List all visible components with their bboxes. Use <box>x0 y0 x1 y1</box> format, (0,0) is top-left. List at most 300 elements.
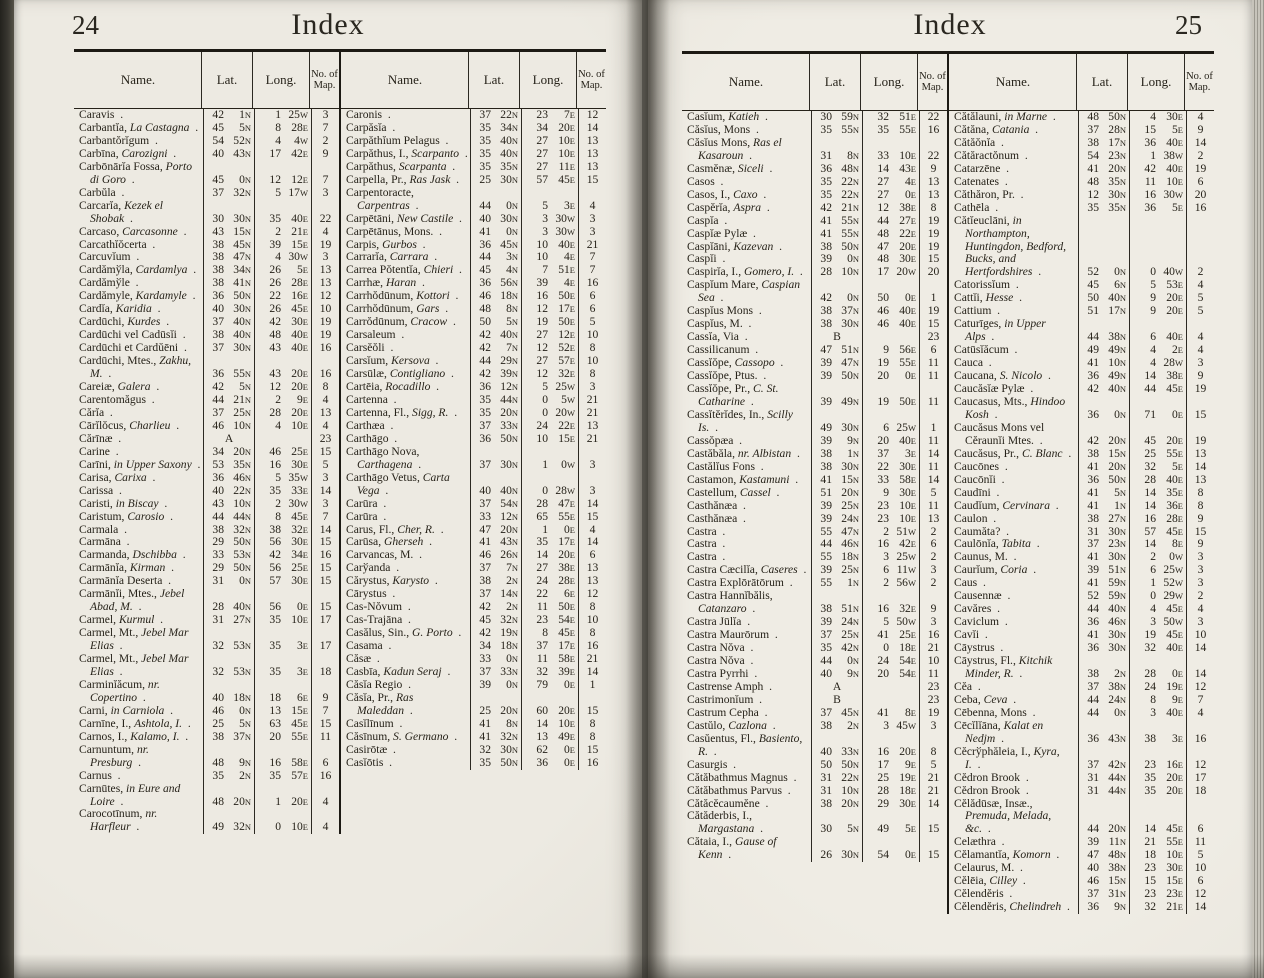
entry-modern-name: in Northampton, Huntingdon, Bedford, Bucks, and Hertfordshires <box>965 213 1067 279</box>
entry-map-number: 7 <box>311 122 339 135</box>
entry-map-number: 4 <box>578 187 606 213</box>
entry-map-number: 3 <box>578 472 606 498</box>
index-row <box>341 226 606 239</box>
index-row <box>682 720 947 733</box>
hemisphere-letter: E <box>569 757 575 768</box>
entry-lon: 79 0E <box>521 679 578 692</box>
hemisphere-letter: E <box>569 148 575 159</box>
entry-lat: 25 30N <box>470 174 521 187</box>
entry-name: Caspĭus, M. . <box>682 318 811 331</box>
index-row <box>682 202 947 215</box>
hemisphere-letter: E <box>569 433 575 444</box>
entry-map-number: 8 <box>578 342 606 355</box>
entry-name: Carrhŏdūnum, Gars . <box>341 303 470 316</box>
entry-modern-name: Kitchik Minder, R. <box>965 654 1053 680</box>
entry-map-number: 5 <box>1186 305 1214 318</box>
entry-map-number: 21 <box>578 394 606 407</box>
entry-lat: 41 5N <box>1078 487 1129 500</box>
entry-name: Carūra . <box>341 498 470 511</box>
index-row <box>74 627 339 653</box>
entry-lon: 9 30E <box>862 487 919 500</box>
hemisphere-letter: N <box>511 407 518 418</box>
entry-lon: 56 30E <box>254 536 311 549</box>
entry-lon: 65 55E <box>521 511 578 524</box>
hemisphere-letter: N <box>1119 280 1126 291</box>
hemisphere-letter: N <box>511 550 518 561</box>
entry-map-number: 16 <box>311 355 339 381</box>
entry-map-number: 3 <box>578 381 606 394</box>
hemisphere-letter: E <box>569 200 575 211</box>
hemisphere-letter: E <box>1177 332 1183 343</box>
hemisphere-letter: E <box>1177 539 1183 550</box>
entry-lon: 11 58E <box>521 653 578 666</box>
hemisphere-letter: E <box>1177 461 1183 472</box>
hemisphere-letter: N <box>511 213 518 224</box>
hemisphere-letter: N <box>1119 850 1126 861</box>
entry-lon: 11 50E <box>521 601 578 614</box>
entry-name: Carcathĭŏcerta . <box>74 239 203 252</box>
entry-lat: 33 12N <box>470 511 521 524</box>
entry-lat: 41 43N <box>470 536 521 549</box>
entry-map-number: 15 <box>311 562 339 575</box>
entry-map-number: 14 <box>311 524 339 537</box>
entry-lat: 44 0N <box>470 187 521 213</box>
entry-lon: 39 15E <box>254 239 311 252</box>
hemisphere-letter: N <box>1119 513 1126 524</box>
entry-modern-name: Cilley <box>989 874 1018 888</box>
entry-lon: 35 20E <box>1129 785 1186 798</box>
entry-lon: 23 23E <box>1129 888 1186 901</box>
hemisphere-letter: E <box>569 498 575 509</box>
column-header-name: Name. <box>387 72 423 87</box>
hemisphere-letter: E <box>910 228 916 239</box>
entry-lat: 36 0N <box>1078 396 1129 422</box>
entry-lat: 45 32N <box>470 614 521 627</box>
index-row <box>682 836 947 862</box>
hemisphere-letter: E <box>910 850 916 861</box>
hemisphere-letter: N <box>244 343 251 354</box>
entry-lat: 39 47N <box>811 357 862 370</box>
entry-lon: 32 21E <box>1129 901 1186 914</box>
entry-name: Castălĭus Fons . <box>682 461 811 474</box>
entry-lat: 49 32N <box>203 808 254 834</box>
hemisphere-letter: N <box>511 589 518 600</box>
entry-map-number: 13 <box>311 407 339 420</box>
entry-lat: 26 30N <box>811 836 862 862</box>
entry-modern-name: nr. Presburg <box>90 742 149 769</box>
entry-lat: 39 25N <box>811 500 862 513</box>
index-row <box>682 163 947 176</box>
entry-map-number: 10 <box>311 303 339 316</box>
entry-map-number: 8 <box>578 627 606 640</box>
entry-map-number: 7 <box>1186 694 1214 707</box>
entry-lon: 35 33E <box>254 485 311 498</box>
entry-map-number: 14 <box>578 498 606 511</box>
index-row <box>74 485 339 498</box>
entry-name: Carmānĭi, Mtes., Jebel Abad, M. . <box>74 588 203 614</box>
hemisphere-letter: N <box>852 345 859 356</box>
hemisphere-letter: N <box>852 578 859 589</box>
entry-map-number: 14 <box>311 485 339 498</box>
hemisphere-letter: N <box>244 148 251 159</box>
entry-modern-name: Cervinara <box>1002 498 1050 512</box>
entry-lat: 46 0N <box>203 705 254 718</box>
entry-lon: 17 20W <box>862 266 919 279</box>
index-row <box>949 513 1214 526</box>
hemisphere-letter: N <box>244 382 251 393</box>
entry-lon: 17 9E <box>862 759 919 772</box>
entry-name: Cĕdron Brook . <box>949 772 1078 785</box>
entry-name: Cătăderbis, I., Margastana . <box>682 810 811 836</box>
entry-lon: 35 3E <box>254 653 311 679</box>
entry-lon: 57 45E <box>521 174 578 187</box>
hemisphere-letter: N <box>852 422 859 433</box>
entry-name: Cassilicanum . <box>682 344 811 357</box>
entry-map-number: 21 <box>919 785 947 798</box>
entry-map-number: 12 <box>1186 746 1214 772</box>
hemisphere-letter: E <box>569 615 575 626</box>
entry-map-number: 19 <box>311 316 339 329</box>
entry-name: Cassĭŏpe, Ptus. . <box>682 370 811 383</box>
hemisphere-letter: N <box>852 513 859 524</box>
entry-modern-name: Cassopo <box>734 356 775 370</box>
index-row <box>949 500 1214 513</box>
entry-map-number: 2 <box>1186 215 1214 280</box>
index-table <box>947 54 1214 914</box>
entry-modern-name: Kyra, I. <box>965 744 1060 771</box>
hemisphere-letter: N <box>511 459 518 470</box>
entry-lat: 37 38N <box>1078 681 1129 694</box>
entry-lat: 35 2N <box>203 770 254 783</box>
book-spine-edge <box>0 0 14 978</box>
hemisphere-letter: N <box>1119 176 1126 187</box>
entry-map-number: 5 <box>578 316 606 329</box>
entry-lat: 37 25N <box>203 407 254 420</box>
hemisphere-letter: N <box>1119 526 1126 537</box>
hemisphere-letter: N <box>244 407 251 418</box>
entry-lat: 42 40N <box>470 329 521 342</box>
entry-name: Cartenna, Fl., Sigg, R. . <box>341 407 470 420</box>
entry-lon: 3 45W <box>862 720 919 733</box>
entry-modern-name: Catania <box>992 122 1030 136</box>
entry-lon: 12 52E <box>521 342 578 355</box>
hemisphere-letter: E <box>302 265 308 276</box>
entry-lat: 42 0N <box>811 279 862 305</box>
entry-lon: 46 40E <box>862 318 919 331</box>
index-row <box>949 189 1214 202</box>
entry-name: Cătĭeuclāni, in Northampton, Huntingdon, Bedford, Bucks, and Hertfordshires . <box>949 215 1078 280</box>
entry-lat: 33 53N <box>203 549 254 562</box>
entry-lat <box>203 433 254 446</box>
hemisphere-letter: N <box>1119 681 1126 692</box>
hemisphere-letter: N <box>1119 902 1126 913</box>
entry-lon: 2 21E <box>254 226 311 239</box>
column-header-map: No. of Map. <box>1184 54 1214 110</box>
entry-lon: 46 25E <box>254 446 311 459</box>
entry-map-number: 6 <box>578 303 606 316</box>
hemisphere-letter: W <box>1174 578 1183 589</box>
entry-lon: 13 15E <box>254 705 311 718</box>
hemisphere-letter: W <box>566 394 575 405</box>
entry-lon: 37 17E <box>521 640 578 653</box>
hemisphere-letter: E <box>1177 668 1183 679</box>
index-row <box>341 148 606 161</box>
entry-lon: 9 56E <box>862 344 919 357</box>
hemisphere-letter: N <box>244 187 251 198</box>
entry-lon: 14 8E <box>1129 538 1186 551</box>
entry-map-number: 5 <box>919 759 947 772</box>
entry-modern-name: Caseres <box>760 563 798 577</box>
hemisphere-letter: E <box>302 705 308 716</box>
hemisphere-letter: N <box>244 576 251 587</box>
entry-lon: 43 40E <box>254 342 311 355</box>
entry-lon: 3 30W <box>521 226 578 239</box>
entry-lon: 0 18E <box>862 642 919 655</box>
map-reference-letter: B <box>833 692 841 706</box>
hemisphere-letter: E <box>302 757 308 768</box>
entry-name: Careiæ, Galera . <box>74 381 203 394</box>
entry-name: Casbīa, Kadun Seraj . <box>341 666 470 679</box>
hemisphere-letter: N <box>511 356 518 367</box>
hemisphere-letter: E <box>302 446 308 457</box>
entry-modern-name: Cazlona <box>728 718 767 732</box>
column-header-lon: Long. <box>860 54 917 110</box>
hemisphere-letter: E <box>1177 643 1183 654</box>
entry-name: Caspĭāni, Kazevan . <box>682 241 811 254</box>
table-header-row <box>682 54 947 111</box>
hemisphere-letter: N <box>244 511 251 522</box>
entry-modern-name: New Castile <box>396 211 454 225</box>
hemisphere-letter: E <box>1177 902 1183 913</box>
entry-lat: 30 5N <box>811 810 862 836</box>
entry-name: Cardūchi, Kurdes . <box>74 316 203 329</box>
hemisphere-letter: N <box>511 524 518 535</box>
index-row <box>949 215 1214 280</box>
entry-name: Carrea Pŏtentĭa, Chieri . <box>341 264 470 277</box>
entry-name: Carsūlæ, Contigliano . <box>341 368 470 381</box>
entry-lon: 1 0E <box>521 524 578 537</box>
hemisphere-letter: N <box>1119 435 1126 446</box>
hemisphere-letter: E <box>569 744 575 755</box>
index-row <box>682 137 947 163</box>
entry-name: Carus, Fl., Cher, R. . <box>341 524 470 537</box>
entry-map-number: 13 <box>919 176 947 189</box>
entry-lon: 33 58E <box>862 474 919 487</box>
entry-name: Carisa, Carixa . <box>74 472 203 485</box>
index-row <box>682 448 947 461</box>
index-row <box>341 433 606 446</box>
entry-lon: 35 10E <box>254 614 311 627</box>
hemisphere-letter: N <box>244 265 251 276</box>
running-title: Index <box>291 8 365 41</box>
entry-lon: 23 10E <box>862 500 919 513</box>
entry-name: Carsaleum . <box>341 329 470 342</box>
entry-name: Carmel, Mt., Jebel Mar Elias . <box>74 627 203 653</box>
entry-lat: 37 32N <box>203 187 254 200</box>
entry-lat: 37 23N <box>1078 538 1129 551</box>
entry-map-number: 15 <box>578 511 606 524</box>
hemisphere-letter: N <box>511 239 518 250</box>
entry-name: Carissa . <box>74 485 203 498</box>
entry-lat: 45 0N <box>203 161 254 187</box>
entry-lon: 4 30W <box>254 251 311 264</box>
hemisphere-letter: N <box>1119 124 1126 135</box>
hemisphere-letter: E <box>302 148 308 159</box>
entry-map-number: 13 <box>578 575 606 588</box>
index-row <box>682 383 947 409</box>
table-header-row <box>949 54 1214 111</box>
index-row <box>949 461 1214 474</box>
hemisphere-letter: W <box>1174 617 1183 628</box>
entry-name: Causennæ . <box>949 590 1078 603</box>
entry-modern-name: Carozigni <box>121 146 168 160</box>
entry-name: Carўanda . <box>341 562 470 575</box>
entry-lon: 12 32E <box>521 368 578 381</box>
hemisphere-letter: W <box>566 226 575 237</box>
entry-name: Carpăthus, I., Scarpanto . <box>341 148 470 161</box>
entry-modern-name: Kazevan <box>733 239 774 253</box>
entry-lat: 28 10N <box>811 266 862 279</box>
entry-name: Cĕdron Brook . <box>949 785 1078 798</box>
entry-lon: 32 5E <box>1129 461 1186 474</box>
entry-lon: 3 30W <box>521 213 578 226</box>
entry-lon: 2 56W <box>862 577 919 590</box>
entry-map-number: 1 <box>919 409 947 435</box>
hemisphere-letter: N <box>511 731 518 742</box>
entry-name: Carbantŏrĭgum . <box>74 135 203 148</box>
entry-modern-name: Kardamyle <box>135 289 187 303</box>
entry-lon: 8 28E <box>254 122 311 135</box>
entry-map-number: 13 <box>578 161 606 174</box>
entry-lon: 26 45E <box>254 303 311 316</box>
hemisphere-letter: E <box>910 668 916 679</box>
entry-name: Carthāgo Vetus, Carta Vega . <box>341 472 470 498</box>
entry-lat: 30 30N <box>203 200 254 226</box>
entry-lon: 10 40E <box>521 239 578 252</box>
entry-map-number: 4 <box>311 226 339 239</box>
hemisphere-letter: N <box>511 744 518 755</box>
index-row <box>74 135 339 148</box>
entry-name: Carpentoracte, Carpentras . <box>341 187 470 213</box>
entry-lon: 9 20E <box>1129 292 1186 305</box>
entry-lat: 50 40N <box>1078 292 1129 305</box>
entry-name: Caucana, S. Nicolo . <box>949 370 1078 383</box>
entry-name: Castrum Cepha . <box>682 707 811 720</box>
hemisphere-letter: E <box>302 537 308 548</box>
entry-map-number: 14 <box>919 798 947 811</box>
entry-name: Cēcĭlĭāna, Kalat en Nedjm . <box>949 720 1078 746</box>
index-row <box>74 355 339 381</box>
entry-lat: 41 30N <box>1078 551 1129 564</box>
entry-name: Caristum, Carosio . <box>74 511 203 524</box>
hemisphere-letter: N <box>244 472 251 483</box>
entry-map-number: 16 <box>311 549 339 562</box>
index-row <box>949 124 1214 137</box>
entry-lat: 44 20N <box>1078 798 1129 837</box>
entry-modern-name: Cher, R. <box>397 522 435 536</box>
hemisphere-letter: N <box>852 124 859 135</box>
entry-map-number: 21 <box>578 407 606 420</box>
entry-map-number: 6 <box>919 538 947 551</box>
entry-name: Cătaia, I., Gause of Kenn . <box>682 836 811 862</box>
hemisphere-letter: N <box>1119 668 1126 679</box>
hemisphere-letter: N <box>244 394 251 405</box>
entry-lat: 38 30N <box>811 318 862 331</box>
entry-lat: 34 20N <box>203 446 254 459</box>
entry-lat: 38 51N <box>811 590 862 616</box>
hemisphere-letter: N <box>852 228 859 239</box>
index-row <box>74 588 339 614</box>
entry-name: Carmel, Mt., Jebel Mar Elias . <box>74 653 203 679</box>
entry-lon: 27 4E <box>862 176 919 189</box>
hemisphere-letter: N <box>244 666 251 677</box>
entry-modern-name: Porto di Goro <box>90 159 193 186</box>
entry-lat: 42 2N <box>470 601 521 614</box>
entry-lat: 31 44N <box>1078 785 1129 798</box>
index-row <box>949 422 1214 448</box>
entry-name: Carmala . <box>74 524 203 537</box>
entry-map-number: 13 <box>311 277 339 290</box>
hemisphere-letter: E <box>302 602 308 613</box>
hemisphere-letter: E <box>569 537 575 548</box>
index-row <box>341 718 606 731</box>
entry-map-number: 8 <box>919 733 947 759</box>
index-row <box>949 487 1214 500</box>
hemisphere-letter: N <box>852 798 859 809</box>
table-body <box>341 109 606 770</box>
entry-name: Cătăbathmus Parvus . <box>682 785 811 798</box>
hemisphere-letter: N <box>511 718 518 729</box>
entry-lon: 25 55E <box>1129 448 1186 461</box>
entry-lat: 35 34N <box>470 122 521 135</box>
hemisphere-letter: W <box>907 526 916 537</box>
entry-lon: 39 4E <box>521 277 578 290</box>
hemisphere-letter: E <box>569 420 575 431</box>
hemisphere-letter: N <box>852 371 859 382</box>
entry-map-number: 6 <box>1186 798 1214 837</box>
entry-map-number: 4 <box>1186 111 1214 124</box>
hemisphere-letter: N <box>511 317 518 328</box>
entry-lat: 48 8N <box>470 303 521 316</box>
entry-map-number: 15 <box>578 174 606 187</box>
entry-modern-name: Kurmul <box>118 613 155 627</box>
hemisphere-letter: E <box>569 628 575 639</box>
page-header-right <box>648 6 1252 48</box>
entry-name: Catorissĭum . <box>949 279 1078 292</box>
hemisphere-letter: N <box>244 291 251 302</box>
entry-map-number: 23 <box>311 433 339 446</box>
entry-lon: 24 22E <box>521 420 578 433</box>
entry-name: Caudīni . <box>949 487 1078 500</box>
hemisphere-letter: E <box>910 513 916 524</box>
hemisphere-letter: E <box>302 394 308 405</box>
entry-lat: 38 32N <box>203 524 254 537</box>
entry-lat: 36 43N <box>1078 720 1129 746</box>
entry-modern-name: Premuda, Melada, &c. <box>965 809 1052 836</box>
entry-name: Castellum, Cassel . <box>682 487 811 500</box>
entry-lat: 40 40N <box>470 472 521 498</box>
hemisphere-letter: E <box>1177 435 1183 446</box>
entry-name: Casĭum, Katieh . <box>682 111 811 124</box>
entry-lat: 38 2N <box>1078 655 1129 681</box>
hemisphere-letter: E <box>1177 863 1183 874</box>
hemisphere-letter: E <box>910 319 916 330</box>
entry-name: Carni, in Carniola . <box>74 705 203 718</box>
entry-modern-name: Cracow <box>410 315 448 329</box>
hemisphere-letter: E <box>910 539 916 550</box>
entry-lat: 39 49N <box>811 383 862 409</box>
entry-name: Castra . <box>682 526 811 539</box>
